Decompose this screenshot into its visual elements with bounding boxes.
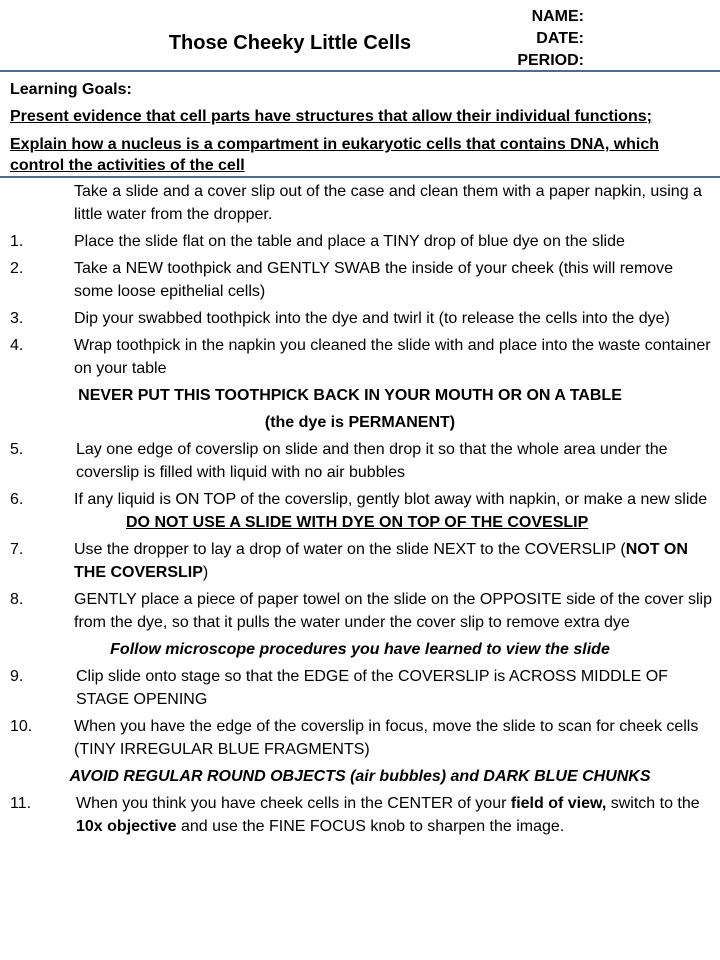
step-11-text-2: switch to the bbox=[606, 795, 700, 812]
step-7-text: Use the dropper to lay a drop of water on the slide NEXT to the COVERSLIP ( bbox=[74, 541, 626, 558]
name-label: NAME: bbox=[531, 8, 584, 25]
avoid-objects-note: AVOID REGULAR ROUND OBJECTS (air bubbles) and DARK BLUE CHUNKS bbox=[69, 768, 651, 785]
step-number: 9. bbox=[10, 668, 24, 685]
list-item bbox=[0, 257, 720, 303]
learning-goals-heading: Learning Goals: bbox=[10, 81, 132, 98]
objective-text: 10x objective bbox=[76, 818, 177, 835]
step-number: 4. bbox=[10, 337, 24, 354]
learning-goals bbox=[10, 76, 710, 176]
list-item bbox=[0, 334, 720, 380]
step-6-text: If any liquid is ON TOP of the coverslip, gently blot away with napkin, or make a new slide bbox=[74, 491, 708, 508]
toothpick-warning: NEVER PUT THIS TOOTHPICK BACK IN YOUR MOUTH OR ON A TABLE bbox=[78, 387, 622, 404]
date-label: DATE: bbox=[536, 30, 584, 47]
procedure-steps bbox=[0, 180, 720, 842]
list-item bbox=[0, 665, 720, 711]
step-text: Wrap toothpick in the napkin you cleaned the slide with and place into the waste container on your table bbox=[74, 337, 711, 377]
step-number: 10. bbox=[10, 718, 33, 735]
list-item bbox=[0, 792, 720, 838]
step-text: When you have the edge of the coverslip in focus, move the slide to scan for cheek cells (TINY IRREGULAR BLUE FRAGMENTS) bbox=[74, 718, 699, 758]
list-item bbox=[0, 538, 720, 584]
list-item bbox=[0, 307, 720, 330]
step-number: 6. bbox=[10, 491, 24, 508]
step-11-text-3: and use the FINE FOCUS knob to sharpen the image. bbox=[176, 818, 565, 835]
step-text bbox=[74, 538, 714, 584]
page-title: Those Cheeky Little Cells bbox=[168, 32, 412, 54]
step-number: 5. bbox=[10, 441, 24, 458]
step-number: 1. bbox=[10, 233, 24, 250]
step-intro-text: Take a slide and a cover slip out of the case and clean them with a paper napkin, using a little water from the dropper. bbox=[74, 183, 702, 223]
step-text bbox=[76, 792, 716, 838]
list-item bbox=[0, 438, 720, 484]
step-number: 3. bbox=[10, 310, 24, 327]
step-text bbox=[74, 488, 714, 534]
dye-permanent-note: (the dye is PERMANENT) bbox=[264, 414, 456, 431]
field-of-view-text: field of view, bbox=[510, 795, 607, 812]
step-text: Dip your swabbed toothpick into the dye and twirl it (to release the cells into the dye) bbox=[74, 310, 670, 327]
learning-goal-1: Present evidence that cell parts have structures that allow their individual functions; bbox=[10, 108, 652, 125]
list-item bbox=[0, 230, 720, 253]
list-item bbox=[0, 715, 720, 761]
step-text: Take a NEW toothpick and GENTLY SWAB the inside of your cheek (this will remove some loose epithelial cells) bbox=[74, 260, 674, 300]
student-info-fields bbox=[517, 6, 584, 72]
step-7-close: ) bbox=[202, 564, 209, 581]
step-text: Clip slide onto stage so that the EDGE of the COVERSLIP is ACROSS MIDDLE OF STAGE OPENING bbox=[76, 668, 668, 708]
step-text: GENTLY place a piece of paper towel on the slide on the OPPOSITE side of the cover slip from the dye, so that it pulls the water under the cover slip to remove extra dye bbox=[74, 591, 712, 631]
step-11-text: When you think you have cheek cells in the CENTER of your bbox=[76, 795, 511, 812]
worksheet-header bbox=[0, 0, 720, 70]
list-item bbox=[0, 488, 720, 534]
step-number: 11. bbox=[10, 795, 32, 812]
list-item bbox=[0, 180, 720, 226]
step-text: Lay one edge of coverslip on slide and then drop it so that the whole area under the coverslip is filled with liquid with no air bubbles bbox=[76, 441, 668, 481]
learning-goal-2: Explain how a nucleus is a compartment in eukaryotic cells that contains DNA, which control the activities of the cell bbox=[10, 136, 660, 174]
list-item bbox=[0, 588, 720, 634]
microscope-procedure-note: Follow microscope procedures you have learned to view the slide bbox=[110, 641, 610, 658]
dye-warning-text: DO NOT USE A SLIDE WITH DYE ON TOP OF THE COVESLIP bbox=[126, 514, 589, 531]
step-number: 2. bbox=[10, 260, 24, 277]
header-divider bbox=[0, 70, 720, 72]
not-on-coverslip-text: NOT ON THE COVERSLIP bbox=[74, 541, 688, 581]
goals-divider bbox=[0, 176, 720, 178]
period-label: PERIOD: bbox=[517, 52, 584, 69]
step-number: 8. bbox=[10, 591, 24, 608]
step-text: Place the slide flat on the table and place a TINY drop of blue dye on the slide bbox=[74, 233, 625, 250]
step-number: 7. bbox=[10, 541, 24, 558]
